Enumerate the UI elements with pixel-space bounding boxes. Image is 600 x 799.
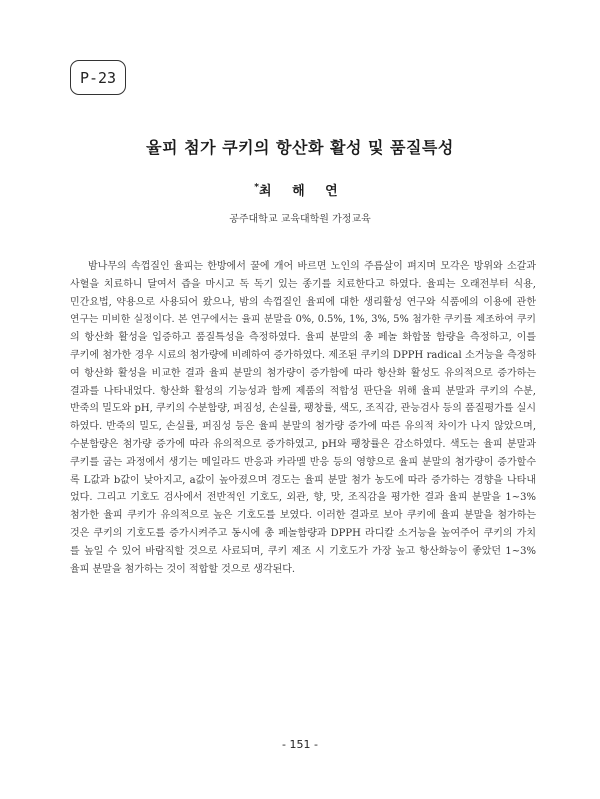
abstract-line: 의 항산화 활성을 입증하고 품질특성을 측정하였다. 율피 분말의 총 페놀 화합물 함량을 측정하고, 이를: [70, 332, 536, 344]
abstract-line: 결과를 나타내었다. 항산화 활성의 기능성과 함께 제품의 적합성 판단을 위해 율피 분말과 쿠키의 수분,: [70, 385, 536, 397]
presentation-code-box: P-23: [70, 60, 126, 95]
corresponding-author-mark: *: [254, 182, 259, 193]
abstract-line: 를 높일 수 있어 바람직할 것으로 사료되며, 쿠키 제조 시 기호도가 가장 높고 항산화능이 좋았던 1~3%: [70, 545, 536, 557]
abstract-line: 록 L값과 b값이 낮아지고, a값이 높아졌으며 경도는 율피 분말 첨가 농도에 따라 증가하는 경향을 나타내: [70, 474, 536, 486]
abstract-line: 사혈을 치료하니 달여서 즙을 마시고 독 독기 있는 종기를 치료한다고 하였다. 율피는 오래전부터 식용,: [70, 278, 536, 290]
author-name: 최 해 연: [258, 184, 346, 199]
page-number: - 151 -: [282, 738, 318, 751]
abstract-line: 쿠키에 첨가한 경우 시료의 첨가량에 비례하여 증가하였다. 제조된 쿠키의 DPPH radical 소거능을 측정하: [70, 349, 536, 361]
abstract-line: 밤나무의 속껍질인 율피는 한방에서 꿀에 개어 바르면 노인의 주름살이 펴지며 모각은 방위와 소갈과: [88, 261, 536, 272]
abstract-line: 여 항산화 활성을 비교한 결과 율피 분말의 첨가량이 증가함에 따라 항산화 활성도 유의적으로 증가하는: [70, 367, 536, 379]
author-line: [0, 180, 600, 199]
abstract-line: 하였다. 반죽의 밀도, 손실률, 퍼짐성 등은 율피 분말의 첨가량 증가에 따른 유의적 차이가 나지 않았으며,: [70, 421, 536, 433]
abstract-line: 첨가한 율피 쿠키가 유의적으로 높은 기호도를 보였다. 이러한 결과로 보아 쿠키에 율피 분말을 첨가하는: [70, 510, 536, 522]
abstract-line: 율피 분말을 첨가하는 것이 적합할 것으로 생각된다.: [70, 563, 296, 575]
abstract-line: 연구는 미비한 실정이다. 본 연구에서는 율피 분말을 0%, 0.5%, 1%, 3%, 5% 첨가한 쿠키를 제조하여 쿠키: [70, 314, 536, 326]
abstract-line: 민간요법, 약용으로 사용되어 왔으나, 밤의 속껍질인 율피에 대한 생리활성 연구와 식품에의 이용에 관한: [70, 296, 536, 308]
paper-title: 율피 첨가 쿠키의 항산화 활성 및 품질특성: [146, 138, 454, 157]
abstract-line: 반죽의 밀도와 pH, 쿠키의 수분함량, 퍼짐성, 손실률, 팽창률, 색도, 조직감, 관능검사 등의 품질평가를 실시: [70, 403, 536, 415]
author-affiliation: 공주대학교 교육대학원 가정교육: [229, 214, 371, 225]
abstract-line: 수분함량은 첨가량 증가에 따라 유의적으로 증가하였고, pH와 팽창률은 감소하였다. 색도는 율피 분말과: [70, 438, 536, 450]
abstract-body: [70, 258, 536, 578]
abstract-line: 것은 쿠키의 기호도를 증가시켜주고 동시에 총 페놀함량과 DPPH 라디칼 소거능을 높여주어 쿠키의 가치: [70, 527, 536, 539]
abstract-line: 었다. 그리고 기호도 검사에서 전반적인 기호도, 외관, 향, 맛, 조직감을 평가한 결과 율피 분말을 1~3%: [70, 492, 536, 504]
abstract-line: 쿠키를 굽는 과정에서 생기는 메일라드 반응과 카라멜 반응 등의 영향으로 율피 분말의 첨가량이 증가할수: [70, 456, 536, 468]
